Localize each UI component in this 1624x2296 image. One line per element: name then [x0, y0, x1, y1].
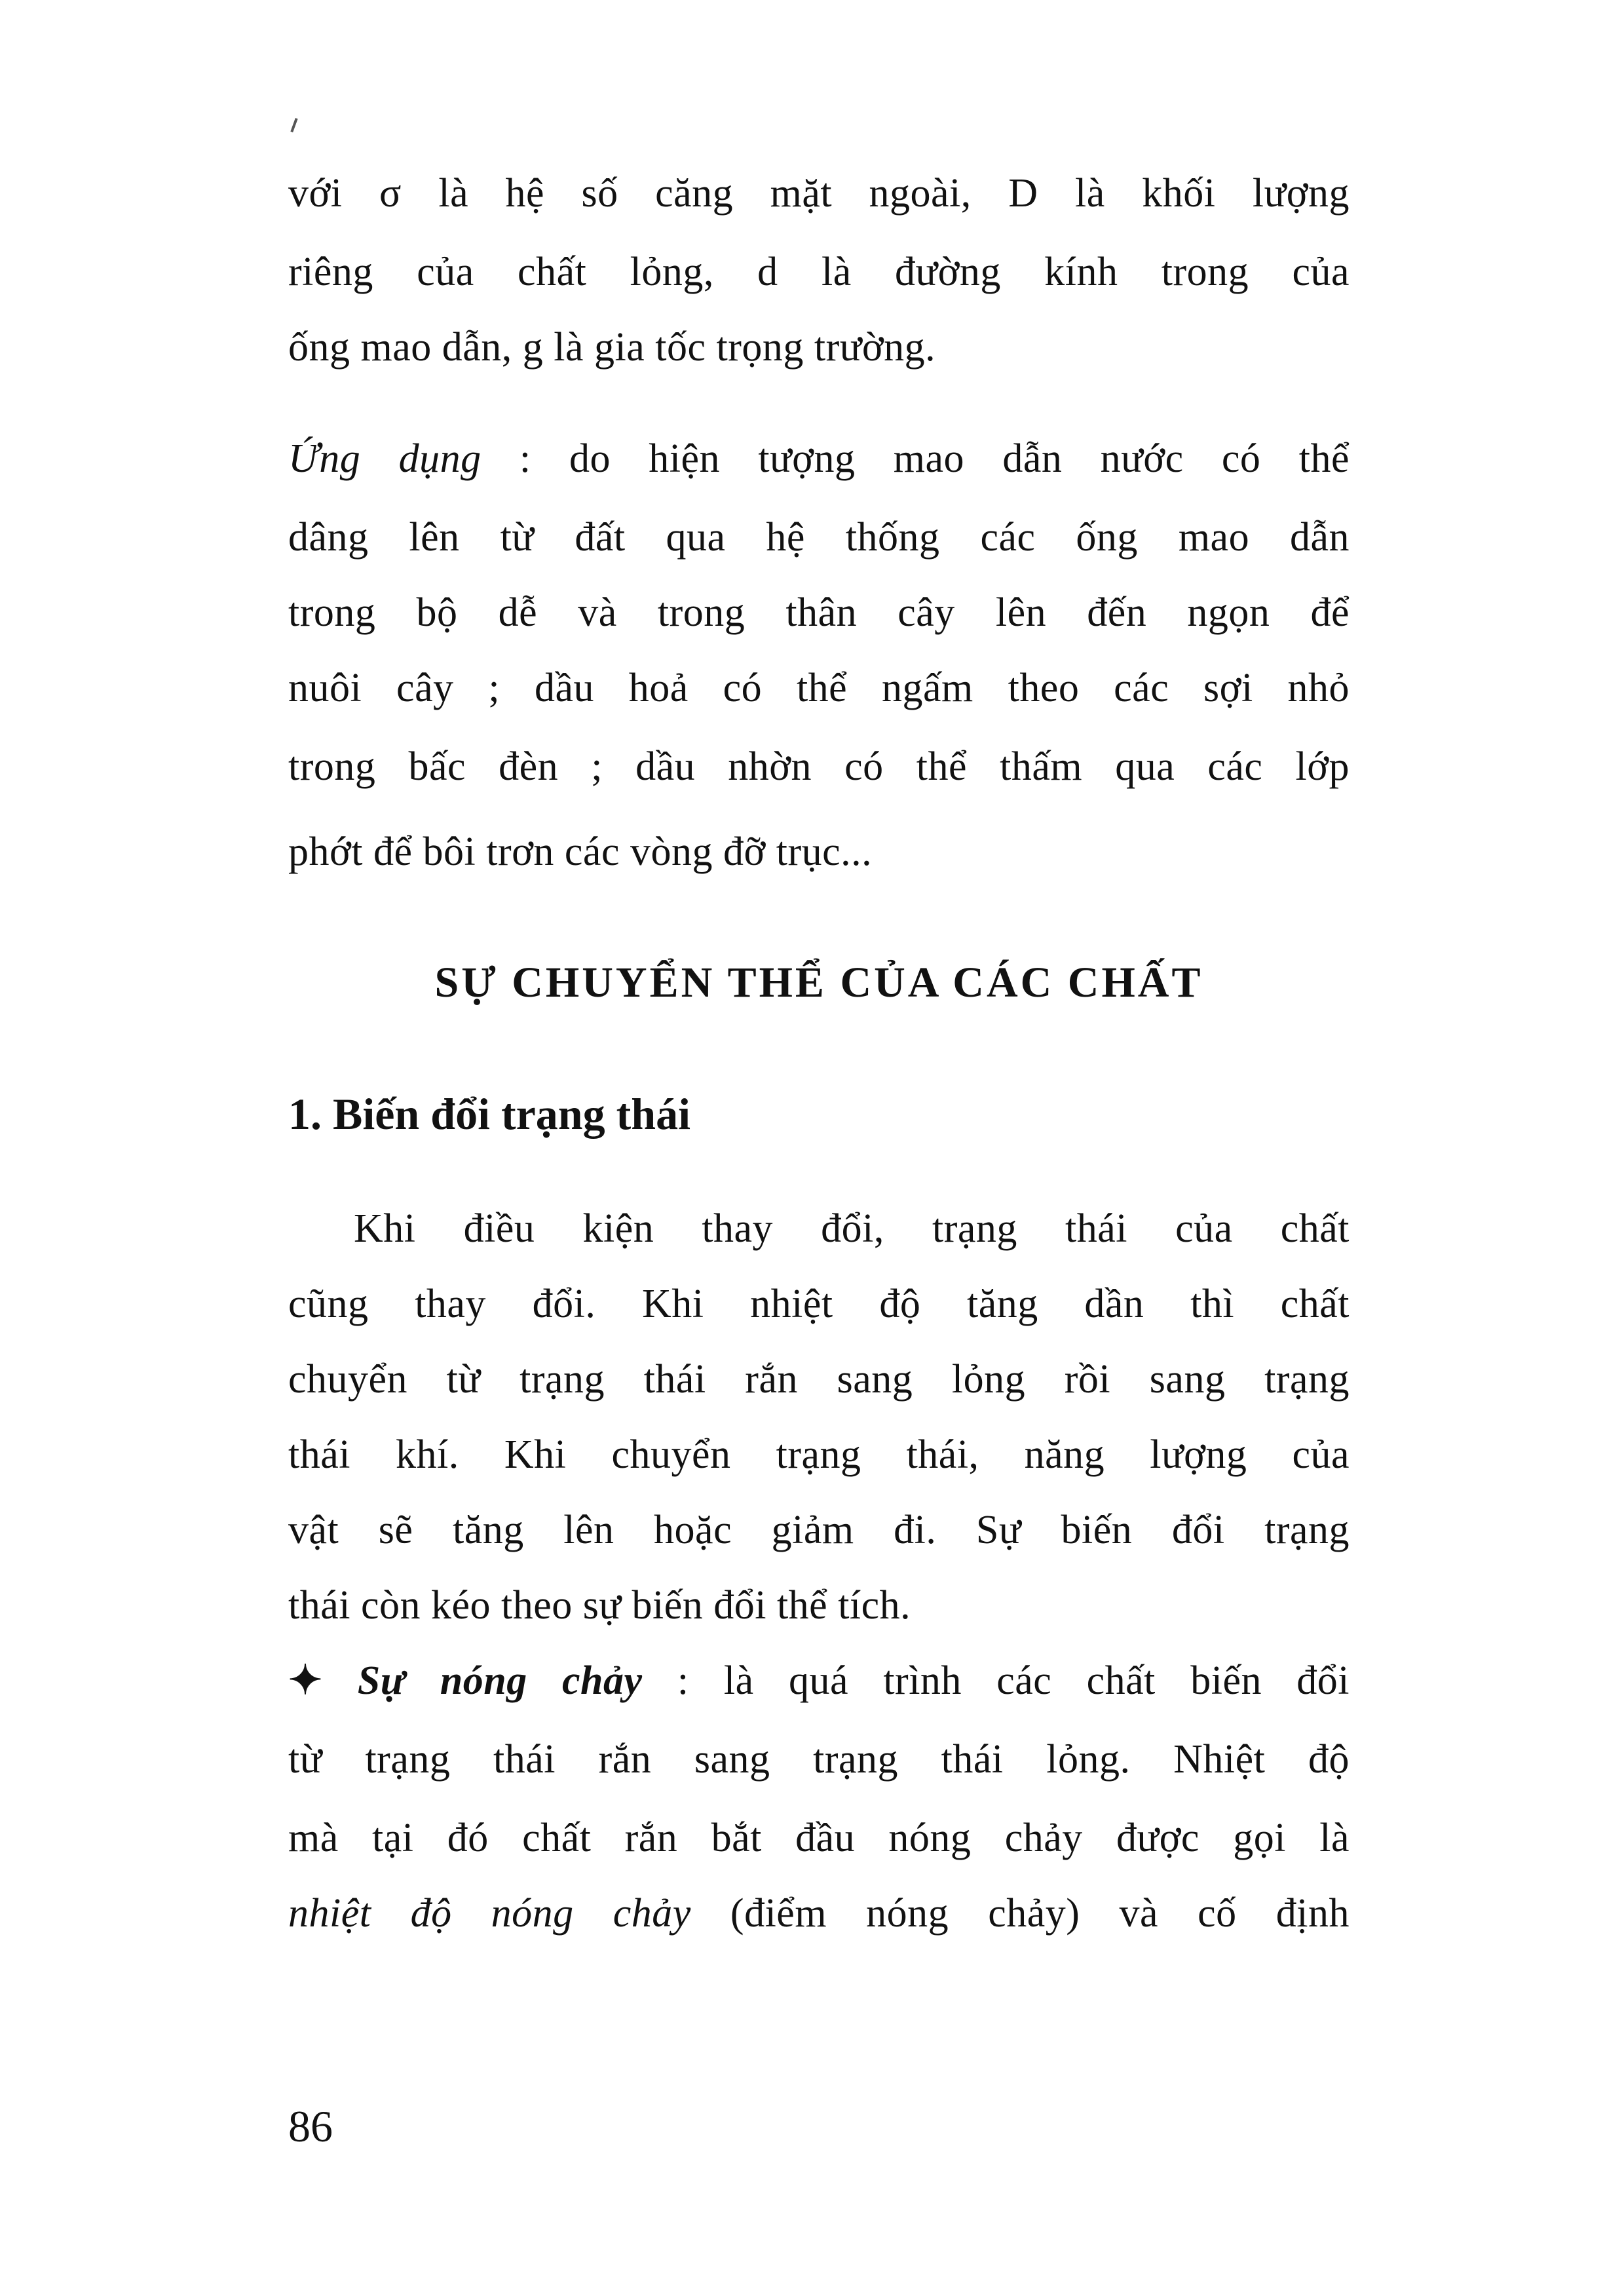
paragraph-2-line-2: dâng lên từ đất qua hệ thống các ống mao dẫn [288, 515, 1350, 560]
paragraph-2-line-6: phớt để bôi trơn các vòng đỡ trục... [288, 830, 873, 874]
section-title: SỰ CHUYỂN THỂ CỦA CÁC CHẤT [434, 959, 1203, 1006]
paragraph-3-line-6: thái còn kéo theo sự biến đổi thể tích. [288, 1583, 911, 1628]
paragraph-4-line-4 [288, 1887, 1350, 1940]
paragraph-3-line-4: thái khí. Khi chuyển trạng thái, năng lượng của [288, 1432, 1350, 1477]
paragraph-2-line-1-rest: : do hiện tượng mao dẫn nước có thể [481, 436, 1350, 481]
paragraph-3-line-2: cũng thay đổi. Khi nhiệt độ tăng dần thì chất [288, 1282, 1350, 1326]
melting-term: Sự nóng chảy [357, 1658, 643, 1703]
paragraph-2-line-5: trong bấc đèn ; dầu nhờn có thể thấm qua các lớp [288, 744, 1350, 789]
paragraph-4-line-1 [288, 1655, 1350, 1707]
paragraph-1-line-2: riêng của chất lỏng, d là đường kính trong của [288, 250, 1350, 294]
paragraph-3-line-3: chuyển từ trạng thái rắn sang lỏng rồi sang trạng [288, 1357, 1350, 1402]
paragraph-4-line-2: từ trạng thái rắn sang trạng thái lỏng. Nhiệt độ [288, 1737, 1350, 1782]
bullet-icon: ✦ [288, 1658, 323, 1703]
paragraph-2-line-1 [288, 432, 1350, 485]
paragraph-4-line-1-rest: : là quá trình các chất biến đổi [642, 1658, 1350, 1703]
paragraph-1-line-3: ống mao dẫn, g là gia tốc trọng trường. [288, 325, 936, 370]
subsection-title: 1. Biến đổi trạng thái [288, 1089, 690, 1139]
paragraph-1-line-1: với σ là hệ số căng mặt ngoài, D là khối lượng [288, 171, 1350, 216]
paragraph-4-line-3: mà tại đó chất rắn bắt đầu nóng chảy được gọi là [288, 1816, 1350, 1860]
stray-ink-mark [290, 118, 297, 132]
paragraph-3-line-1: Khi điều kiện thay đổi, trạng thái của chất [354, 1206, 1350, 1251]
page-number: 86 [288, 2101, 333, 2151]
application-label: Ứng dụng [288, 436, 482, 481]
melting-point-term: nhiệt độ nóng chảy [288, 1891, 691, 1936]
paragraph-2-line-3: trong bộ dễ và trong thân cây lên đến ngọn để [288, 590, 1350, 635]
paragraph-3-line-5: vật sẽ tăng lên hoặc giảm đi. Sự biến đổi trạng [288, 1508, 1350, 1552]
paragraph-2-line-4: nuôi cây ; dầu hoả có thể ngấm theo các sợi nhỏ [288, 666, 1350, 710]
paragraph-4-line-4-rest: (điểm nóng chảy) và cố định [690, 1891, 1350, 1936]
